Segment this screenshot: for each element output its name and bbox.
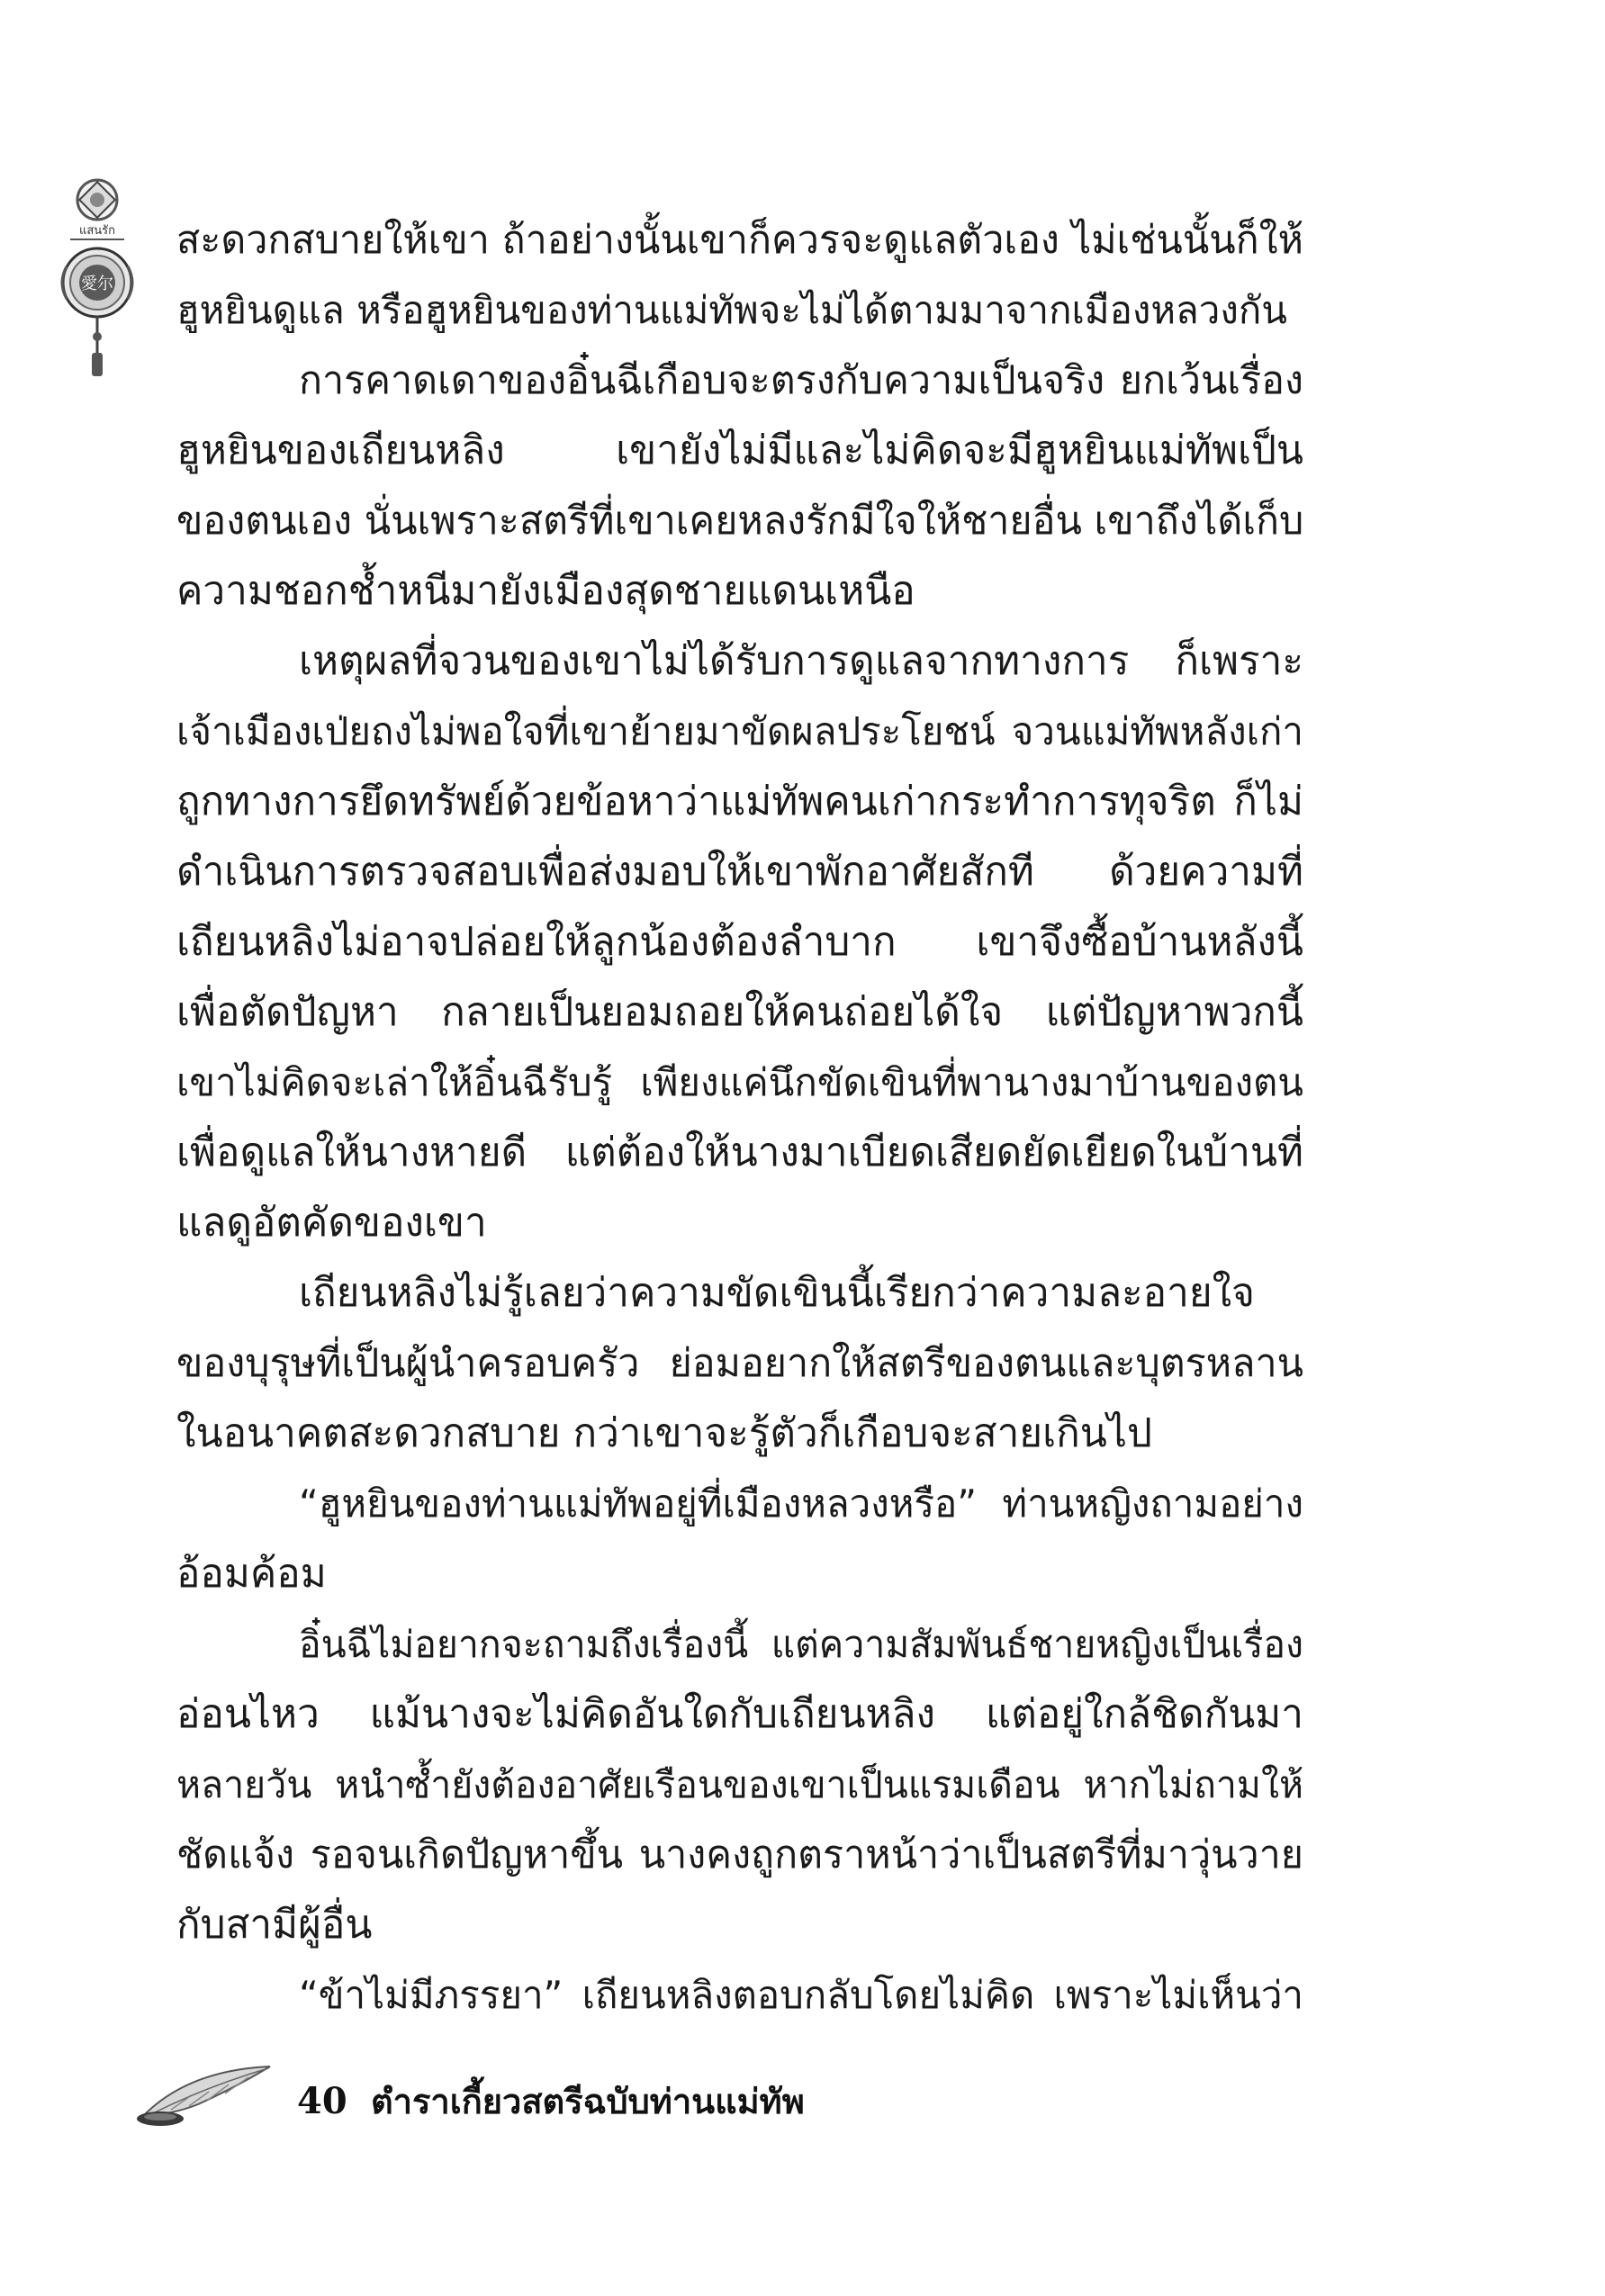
text-line: อ่อนไหว แม้นางจะไม่คิดอันใดกับเถียนหลิง แต่อยู่ใกล้ชิดกันมา [176, 1691, 1303, 1737]
text-line: ดำเนินการตรวจสอบเพื่อส่งมอบให้เขาพักอาศัยสักที ด้วยความที่ [176, 849, 1303, 895]
book-title: ตำราเกี้ยวสตรีฉบับท่านแม่ทัพ [371, 2081, 805, 2121]
text-line: เพื่อตัดปัญหา กลายเป็นยอมถอยให้คนถ่อยได้ใจ แต่ปัญหาพวกนี้ [176, 989, 1303, 1035]
quill-pen-icon [135, 2061, 279, 2133]
text-line: กับสามีผู้อื่น [176, 1902, 373, 1948]
text-line: การคาดเดาของอิ๋นฉีเกือบจะตรงกับความเป็นจริง ยกเว้นเรื่อง [299, 358, 1303, 403]
text-line: ความชอกช้ำหนีมายังเมืองสุดชายแดนเหนือ [176, 568, 915, 614]
text-line: ชัดแจ้ง รอจนเกิดปัญหาขึ้น นางคงถูกตราหน้าว่าเป็นสตรีที่มาวุ่นวาย [176, 1832, 1303, 1877]
text-line: ฮูหยินดูแล หรือฮูหยินของท่านแม่ทัพจะไม่ได้ตามมาจากเมืองหลวงกัน [176, 288, 1287, 332]
text-line: ของบุรุษที่เป็นผู้นำครอบครัว ย่อมอยากให้สตรีของตนและบุตรหลาน [176, 1341, 1303, 1386]
text-line: “ฮูหยินของท่านแม่ทัพอยู่ที่เมืองหลวงหรือ” ท่านหญิงถามอย่าง [299, 1481, 1303, 1526]
body-text [176, 205, 1303, 2030]
text-line: เหตุผลที่จวนของเขาไม่ได้รับการดูแลจากทางการ ก็เพราะ [299, 638, 1303, 684]
text-line: เพื่อดูแลให้นางหายดี แต่ต้องให้นางมาเบียดเสียดยัดเยียดในบ้านที่ [176, 1130, 1303, 1175]
text-line: อ้อมค้อม [176, 1551, 327, 1597]
seal-text: 愛尔 [81, 275, 113, 293]
text-line: ฮูหยินของเถียนหลิง เขายังไม่มีและไม่คิดจะมีฮูหยินแม่ทัพเป็น [176, 428, 1303, 473]
text-line: “ข้าไม่มีภรรยา” เถียนหลิงตอบกลับโดยไม่คิด เพราะไม่เห็นว่า [299, 1973, 1303, 2017]
publisher-emblem-icon [54, 176, 140, 383]
text-line: ถูกทางการยึดทรัพย์ด้วยข้อหาว่าแม่ทัพคนเก่ากระทำการทุจริต ก็ไม่ [176, 779, 1303, 824]
text-line: เขาไม่คิดจะเล่าให้อิ๋นฉีรับรู้ เพียงแค่นึกขัดเขินที่พานางมาบ้านของตน [176, 1060, 1303, 1104]
text-line: เถียนหลิงไม่รู้เลยว่าความขัดเขินนี้เรียกว่าความละอายใจ [299, 1270, 1255, 1316]
text-line: แลดูอัตคัดของเขา [176, 1200, 487, 1246]
text-line: ในอนาคตสะดวกสบาย กว่าเขาจะรู้ตัวก็เกือบจะสายเกินไป [176, 1410, 1152, 1456]
page-number: 40 [297, 2080, 347, 2122]
text-line: สะดวกสบายให้เขา ถ้าอย่างนั้นเขาก็ควรจะดูแลตัวเอง ไม่เช่นนั้นก็ให้ [176, 218, 1303, 263]
text-line: เจ้าเมืองเป่ยถงไม่พอใจที่เขาย้ายมาขัดผลประโยชน์ จวนแม่ทัพหลังเก่า [176, 709, 1303, 753]
text-line: หลายวัน หนำซ้ำยังต้องอาศัยเรือนของเขาเป็นแรมเดือน หากไม่ถามให้ [176, 1763, 1303, 1806]
text-line: เถียนหลิงไม่อาจปล่อยให้ลูกน้องต้องลำบาก เขาจึงซื้อบ้านหลังนี้ [176, 919, 1303, 965]
text-line: อิ๋นฉีไม่อยากจะถามถึงเรื่องนี้ แต่ความสัมพันธ์ชายหญิงเป็นเรื่อง [299, 1623, 1303, 1666]
publisher-text: แสนรัก [78, 224, 116, 238]
page-footer [135, 2061, 945, 2142]
publisher-emblem-graphic [54, 176, 140, 383]
text-line: ของตนเอง นั่นเพราะสตรีที่เขาเคยหลงรักมีใจให้ชายอื่น เขาถึงได้เก็บ [176, 499, 1303, 544]
